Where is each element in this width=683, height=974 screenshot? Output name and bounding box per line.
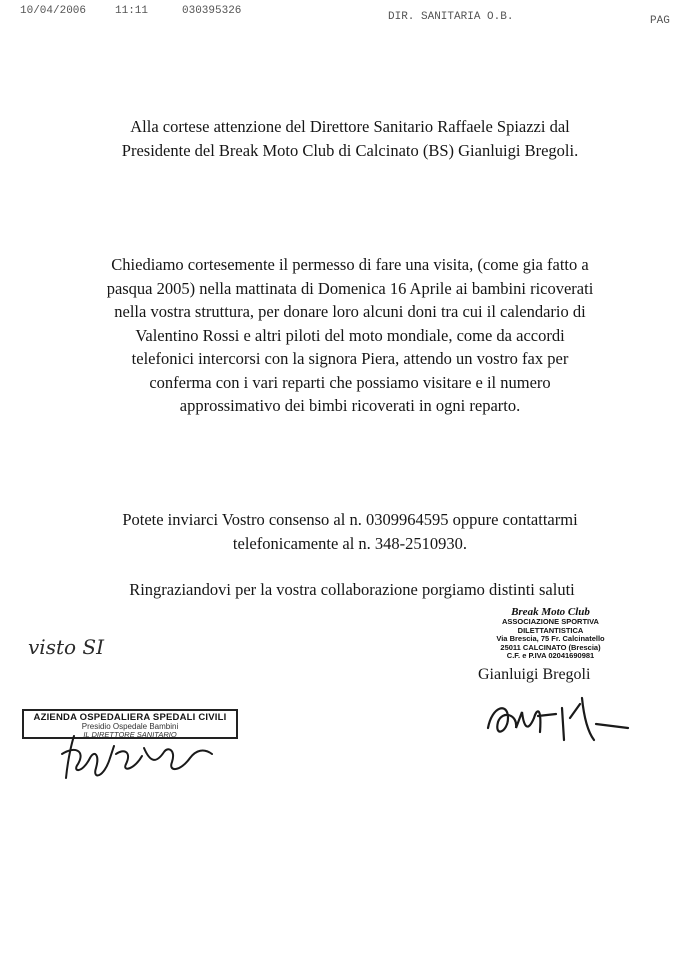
- club-stamp-line: DILETTANTISTICA: [517, 625, 584, 635]
- club-stamp: [468, 606, 633, 661]
- signer-name: Gianluigi Bregoli: [478, 666, 591, 683]
- hospital-stamp-line: Presidio Ospedale Bambini: [81, 722, 179, 731]
- fax-time: 11:11: [115, 5, 149, 17]
- hospital-stamp-line: AZIENDA OSPEDALIERA SPEDALI CIVILI: [33, 712, 227, 723]
- fax-department: DIR. SANITARIA O.B.: [388, 11, 514, 23]
- text-line: conferma con i vari reparti che possiamo visitare e il numero: [149, 372, 551, 392]
- signature-bregoli: [478, 688, 638, 748]
- contact-paragraph: [60, 508, 640, 555]
- fax-page-label: PAG: [650, 15, 670, 27]
- body-paragraph: [60, 253, 640, 418]
- text-line: Potete inviarci Vostro consenso al n. 0309964595 oppure contattarmi: [122, 510, 578, 529]
- addressee-paragraph: [60, 115, 640, 162]
- text-line: telefonicamente al n. 348-2510930.: [232, 533, 468, 553]
- closing-line: Ringraziandovi per la vostra collaborazione porgiamo distinti saluti: [129, 580, 575, 599]
- text-line: Presidente del Break Moto Club di Calcinato (BS) Gianluigi Bregoli.: [121, 140, 579, 160]
- fax-header: [0, 3, 683, 27]
- text-line: approssimativo dei bimbi ricoverati in ogni reparto.: [179, 396, 521, 415]
- hospital-stamp-line: IL DIRETTORE SANITARIO: [83, 730, 177, 739]
- club-stamp-line: 25011 CALCINATO (Brescia): [500, 642, 601, 652]
- club-stamp-line: Via Brescia, 75 Fr. Calcinatello: [496, 634, 605, 643]
- fax-date: 10/04/2006: [20, 5, 87, 17]
- text-line: telefonici intercorsi con la signora Piera, attendo un vostro fax per: [131, 349, 569, 368]
- text-line: nella vostra struttura, per donare loro alcuni doni tra cui il calendario di: [114, 302, 586, 321]
- text-line: Alla cortese attenzione del Direttore Sanitario Raffaele Spiazzi dal: [130, 117, 570, 136]
- club-logo: Break Moto Club: [511, 606, 590, 618]
- club-stamp-line: C.F. e P.IVA 02041690981: [506, 651, 595, 660]
- fax-number: 030395326: [182, 5, 242, 17]
- text-line: pasqua 2005) nella mattinata di Domenica 16 Aprile ai bambini ricoverati: [106, 278, 594, 298]
- text-line: Valentino Rossi e altri piloti del moto mondiale, come da accordi: [135, 325, 565, 345]
- handwritten-note-text: visto SI: [28, 635, 104, 659]
- handwritten-note: [24, 628, 174, 662]
- club-stamp-line: ASSOCIAZIONE SPORTIVA: [502, 617, 599, 626]
- signature-director: [52, 728, 232, 788]
- text-line: Chiediamo cortesemente il permesso di fare una visita, (come gia fatto a: [111, 255, 589, 274]
